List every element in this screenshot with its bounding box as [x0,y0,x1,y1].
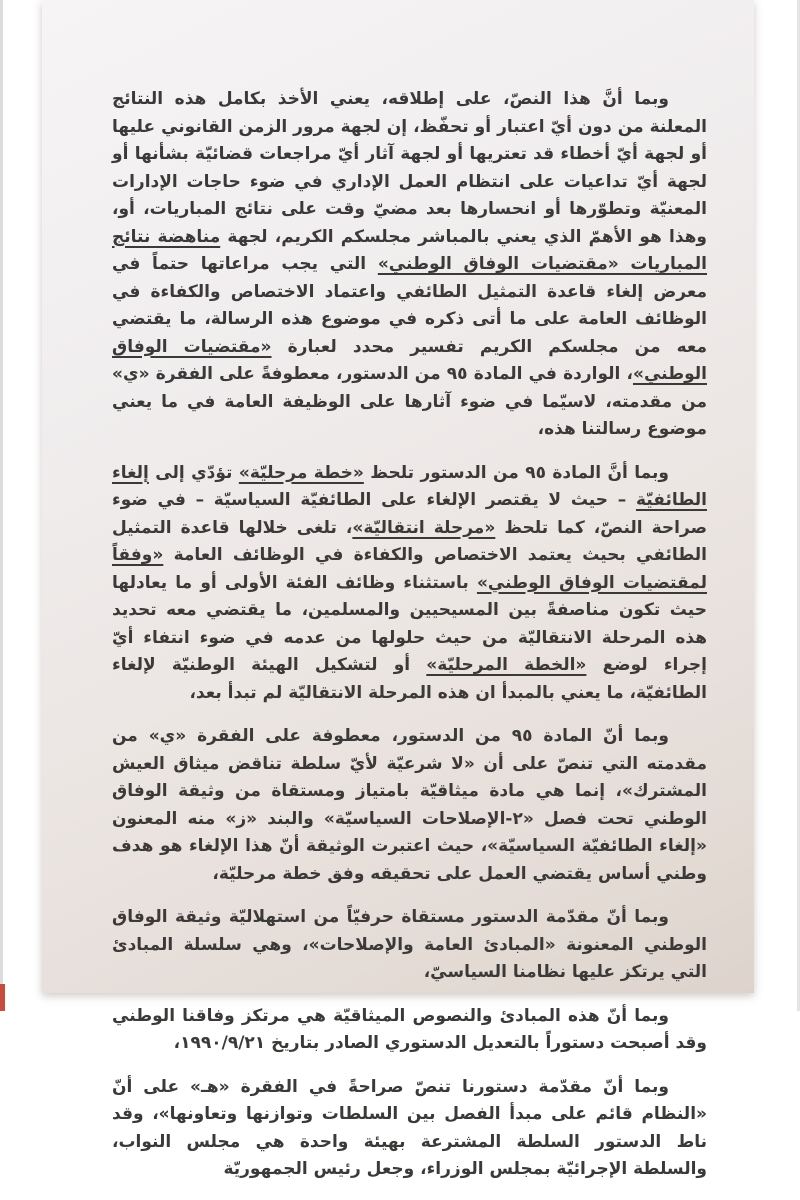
underlined-phrase: «مقتضيات الوفاق الوطني» [112,336,707,384]
text-segment: أو لتشكيل الهيئة الوطنيّة لإلغاء الطائفيّة، ما يعني بالمبدأ ان هذه المرحلة الانتقاليّة لم تبدأ بعد، [112,655,707,703]
text-segment: ، الواردة في المادة ٩٥ من الدستور، معطوفةً على الفقرة «ي» من مقدمته، لاسيّما في ضوء آثارها على الوظيفة العامة في ما يعني موضوع رسالتنا هذه، [112,364,707,439]
underlined-phrase: إلغاء الطائفيّة [112,462,707,510]
paragraph [112,86,707,444]
text-segment: وبما أنّ هذه المبادئ والنصوص الميثاقيّة هي مرتكز وفاقنا الوطني وقد أصبحت دستوراً بالتعديل الدستوري الصادر بتاريخ ١٩٩٠/٩/٢١، [112,1005,707,1053]
underlined-phrase: «خطة مرحليّة» [238,462,364,483]
text-segment: باستثناء وظائف الفئة الأولى أو ما يعادلها حيث تكون مناصفةً بين المسيحيين والمسلمين، ما يقتضي معه تحديد هذه المرحلة الانتقاليّة من حيث حلولها من عدمه في ضوء انتفاء أيّ إجراء لوضع [112,572,707,675]
underlined-phrase: مناهضة نتائج المباريات «مقتضيات الوفاق الوطني» [112,226,707,274]
underlined-phrase: «مرحلة انتقاليّة» [352,517,496,538]
text-segment: ، تلغى خلالها قاعدة التمثيل الطائفي بحيث يعتمد الاختصاص والكفاءة في الوظائف العامة [112,517,707,565]
left-edge-strip [0,0,3,1011]
text-segment: وبما أنَّ هذا النصّ، على إطلاقه، يعني الأخذ بكامل هذه النتائج المعلنة من دون أيّ اعتبار أو تحفّظ، إن لجهة مرور الزمن القانوني عليها أو لجهة أيّ أخطاء قد تعتريها أو لجهة آثار أيّ مراجعات قضائيّة بشأنها أو لجهة أيّ تداعيات على انتظام العمل الإداري في ضوء حاجات الإدارات المعنيّة وتطوّرها أو انحسارها بعد مضيّ وقت على نتائج المباريات، أو، وهذا هو الأهمّ الذي يعني بالمباشر مجلسكم الكريم، لجهة [112,89,707,247]
paragraph [112,1074,707,1184]
red-bookmark-tab [0,984,5,1011]
paragraph [112,1003,707,1058]
text-segment: تؤدّي إلى [148,462,239,483]
underlined-phrase: «الخطة المرحليّة» [426,655,587,675]
paragraph [112,460,707,708]
text-segment: وبما أنَّ المادة ٩٥ من الدستور تلحظ [363,462,669,483]
underlined-phrase: «وفقاً لمقتضيات الوفاق الوطني» [112,545,707,593]
text-segment: وبما أنّ مقدّمة دستورنا تنصّ صراحةً في الفقرة «هـ» على أنّ «النظام قائم على مبدأ الفصل بين السلطات وتوازنها وتعاونها»، وقد ناط الدستور السلطة المشترعة بهيئة واحدة هي مجلس النواب، والسلطة الإجرائيّة بمجلس الوزراء، وجعل رئيس الجمهوريّة [112,1076,707,1179]
paragraph [112,904,707,987]
document-page [42,0,754,1179]
text-segment: – حيث لا يقتصر الإلغاء على الطائفيّة السياسيّة – في ضوء صراحة النصّ، كما تلحظ [112,490,707,538]
text-segment: وبما أنّ مقدّمة الدستور مستقاة حرفيّاً من استهلاليّة وثيقة الوفاق الوطني المعنونة «المبادئ العامة والإصلاحات»، وهي سلسلة المبادئ التي يرتكز عليها نظامنا السياسيّ، [112,907,707,982]
text-segment: وبما أنّ المادة ٩٥ من الدستور، معطوفة على الفقرة «ي» من مقدمته التي تنصّ على أن «لا شرعيّة لأيّ سلطة تناقض ميثاق العيش المشترك»، إنما هي مادة ميثاقيّة بامتياز ومستقاة من وثيقة الوفاق الوطني تحت فصل «٢-الإصلاحات السياسيّة» والبند «ز» منه المعنون «إلغاء الطائفيّة السياسيّة»، حيث اعتبرت الوثيقة أنّ هذا الإلغاء هو هدف وطني أساس يقتضي العمل على تحقيقه وفق خطة مرحليّة، [112,726,707,884]
text-segment: التي يجب مراعاتها حتماً في معرض إلغاء قاعدة التمثيل الطائفي واعتماد الاختصاص والكفاءة في الوظائف العامة على ما أتى ذكره في موضوع هذه الرسالة، ما يقتضي معه من مجلسكم الكريم تفسير محدد لعبارة [112,254,707,357]
text-body [112,86,707,1200]
paragraph [112,723,707,888]
